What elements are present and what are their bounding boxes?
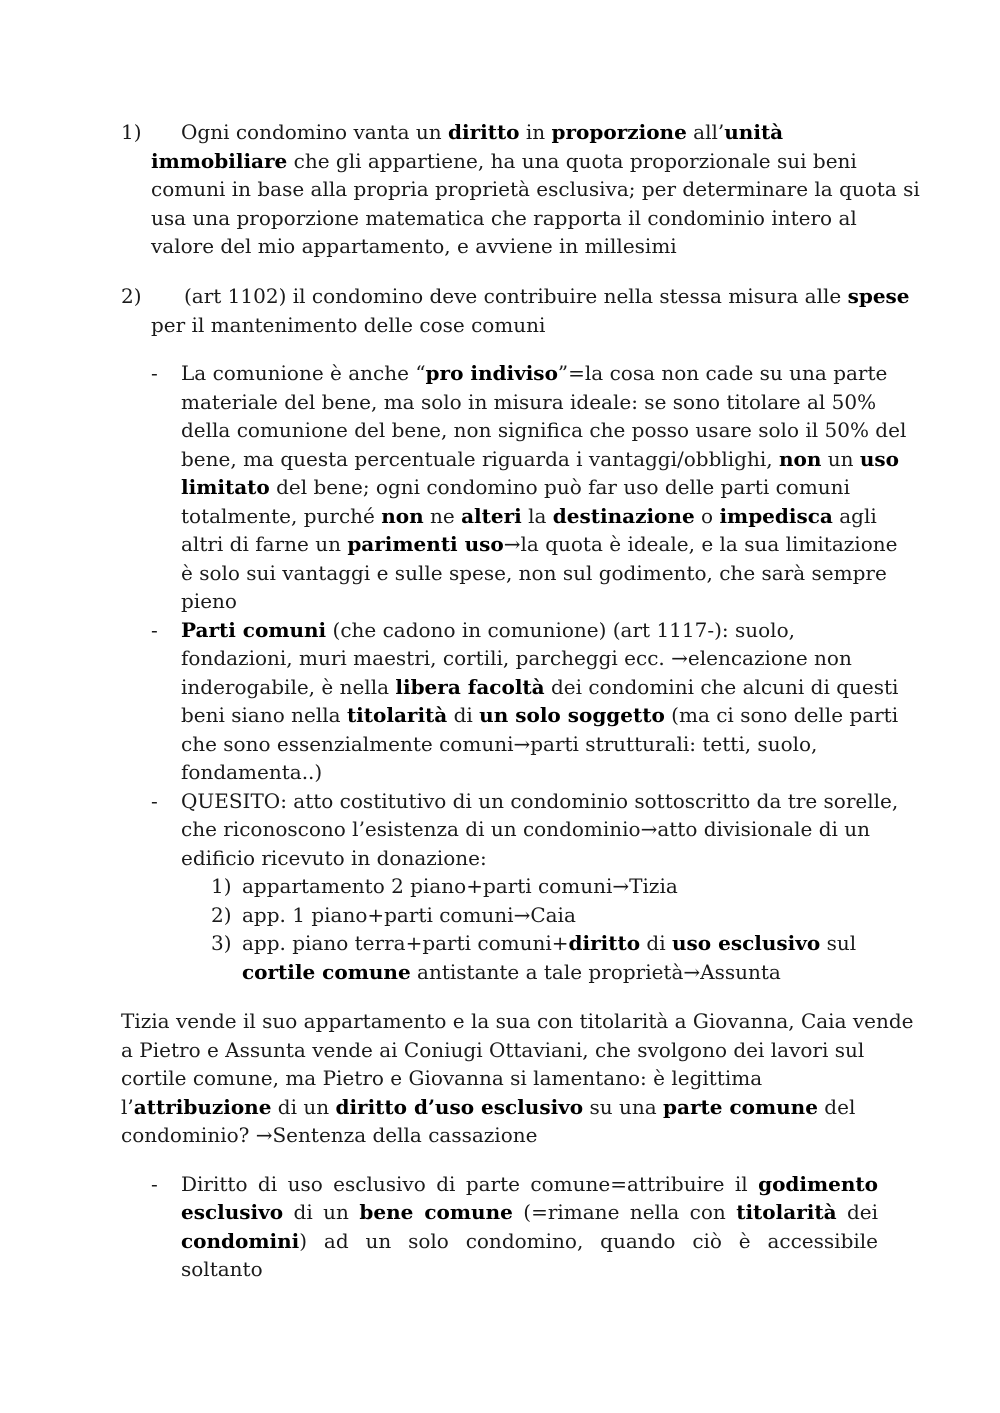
text-line: condomini) ad un solo condomino, quando ciò è accessibile soltanto: [181, 1229, 878, 1281]
text-line: altri di farne un parimenti uso→la quota è ideale, e la sua limitazione: [181, 532, 898, 556]
text-line: totalmente, purché non ne alteri la destinazione o impedisca agli: [181, 504, 877, 528]
sub-list-item: app. piano terra+parti comuni+diritto di uso esclusivo sul: [242, 931, 857, 955]
text-line: a Pietro e Assunta vende ai Coniugi Ottaviani, che svolgono dei lavori sul: [121, 1038, 865, 1062]
bullet-dash: -: [151, 789, 158, 813]
list-number: 2): [121, 284, 142, 308]
text-line: l’attribuzione di un diritto d’uso esclusivo su una parte comune del: [121, 1095, 856, 1119]
text-line: per il mantenimento delle cose comuni: [151, 313, 546, 337]
text-line: Parti comuni (che cadono in comunione) (art 1117-): suolo,: [181, 618, 795, 642]
sub-list-item: app. 1 piano+parti comuni→Caia: [242, 903, 576, 927]
text-line: pieno: [181, 589, 237, 613]
text-line: (art 1102) il condomino deve contribuire nella stessa misura alle spese: [184, 284, 910, 308]
text-line: materiale del bene, ma solo in misura ideale: se sono titolare al 50%: [181, 390, 877, 414]
text-line: inderogabile, è nella libera facoltà dei condomini che alcuni di questi: [181, 675, 899, 699]
sub-list-item: appartamento 2 piano+parti comuni→Tizia: [242, 874, 678, 898]
text-line: limitato del bene; ogni condomino può far uso delle parti comuni: [181, 475, 850, 499]
text-line: Diritto di uso esclusivo di parte comune=attribuire il godimento: [181, 1172, 878, 1196]
text-line: immobiliare che gli appartiene, ha una quota proporzionale sui beni: [151, 149, 857, 173]
text-line: valore del mio appartamento, e avviene in millesimi: [151, 234, 677, 258]
list-number: 1): [121, 120, 142, 144]
text-line: condominio? →Sentenza della cassazione: [121, 1123, 538, 1147]
sub-list-item: cortile comune antistante a tale proprietà→Assunta: [242, 960, 781, 984]
text-line: fondazioni, muri maestri, cortili, parcheggi ecc. →elencazione non: [181, 646, 852, 670]
bullet-dash: -: [151, 1172, 158, 1196]
text-line: Tizia vende il suo appartamento e la sua con titolarità a Giovanna, Caia vende: [121, 1009, 914, 1033]
sub-list-number: 1): [211, 874, 232, 898]
bullet-dash: -: [151, 618, 158, 642]
sub-list-number: 3): [211, 931, 232, 955]
text-line: cortile comune, ma Pietro e Giovanna si lamentano: è legittima: [121, 1066, 763, 1090]
sub-list-number: 2): [211, 903, 232, 927]
text-line: che sono essenzialmente comuni→parti strutturali: tetti, suolo,: [181, 732, 818, 756]
text-line: usa una proporzione matematica che rapporta il condominio intero al: [151, 206, 857, 230]
text-line: edificio ricevuto in donazione:: [181, 846, 487, 870]
bullet-dash: -: [151, 361, 158, 385]
text-line: è solo sui vantaggi e sulle spese, non sul godimento, che sarà sempre: [181, 561, 887, 585]
text-line: esclusivo di un bene comune (=rimane nella con titolarità dei: [181, 1200, 878, 1224]
text-line: della comunione del bene, non significa che posso usare solo il 50% del: [181, 418, 907, 442]
text-line: comuni in base alla propria proprietà esclusiva; per determinare la quota si: [151, 177, 920, 201]
text-line: QUESITO: atto costitutivo di un condominio sottoscritto da tre sorelle,: [181, 789, 899, 813]
text-line: La comunione è anche “pro indiviso”=la cosa non cade su una parte: [181, 361, 888, 385]
text-line: fondamenta..): [181, 760, 323, 784]
text-line: beni siano nella titolarità di un solo soggetto (ma ci sono delle parti: [181, 703, 899, 727]
text-line: bene, ma questa percentuale riguarda i vantaggi/obblighi, non un uso: [181, 447, 900, 471]
text-line: che riconoscono l’esistenza di un condominio→atto divisionale di un: [181, 817, 871, 841]
text-line: Ogni condomino vanta un diritto in proporzione all’unità: [181, 120, 784, 144]
